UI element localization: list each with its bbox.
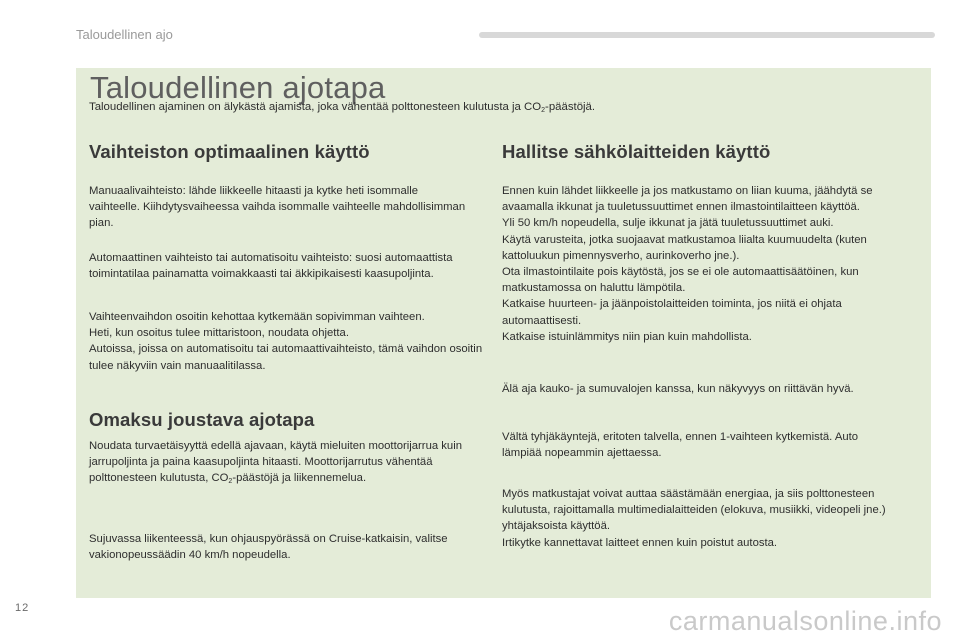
watermark: carmanualsonline.info bbox=[668, 606, 942, 636]
electrical-line-4: Ota ilmastointilaite pois käytöstä, jos se ei ole automaattisäätöinen, kun matkustamossa on haluttu lämpötila. bbox=[502, 266, 859, 295]
safety-distance-text-end: -päästöjä ja liikennemelua. bbox=[232, 472, 367, 485]
gear-indicator-line2: Heti, kun osoitus tulee mittaristoon, noudata ohjetta. bbox=[89, 327, 349, 340]
intro-subscript: 2 bbox=[541, 107, 546, 114]
para-safety-distance bbox=[89, 438, 479, 491]
running-header: Taloudellinen ajo bbox=[76, 27, 173, 42]
heading-gearbox: Vaihteiston optimaalinen käyttö bbox=[89, 141, 370, 162]
intro-text-end: -päästöjä. bbox=[545, 101, 596, 113]
para-headlights: Älä aja kauko- ja sumuvalojen kanssa, kun näkyvyys on riittävän hyvä. bbox=[502, 383, 854, 395]
passengers-line-2: Irtikytke kannettavat laitteet ennen kuin poistut autosta. bbox=[502, 536, 778, 549]
page-number: 12 bbox=[15, 602, 30, 614]
passengers-line-1: Myös matkustajat voivat auttaa säästämään energiaa, ja siis polttonesteen kulutusta, rajoittamalla multimedialaitteiden (elokuva, musiikki, videopeli jne.) yhtäjaksoista käyttöä. bbox=[502, 488, 886, 533]
electrical-line-6: Katkaise istuinlämmitys niin pian kuin mahdollista. bbox=[502, 330, 752, 343]
heading-flexible-driving: Omaksu joustava ajotapa bbox=[89, 409, 315, 430]
safety-distance-text: Noudata turvaetäisyyttä edellä ajavaan, käytä mieluiten moottorijarrua kuin jarrupoljinta ja paina kaasupoljinta hitaasti. Moottorijarrutus vähentää polttonesteen kulutusta, CO bbox=[89, 440, 463, 485]
heading-electrical: Hallitse sähkölaitteiden käyttö bbox=[502, 141, 771, 162]
para-gear-indicator bbox=[89, 309, 489, 374]
para-idling: Vältä tyhjäkäyntejä, eritoten talvella, ennen 1-vaihteen kytkemistä. Auto lämpiää nopeammin ajettaessa. bbox=[502, 431, 859, 460]
gear-indicator-line1: Vaihteenvaihdon osoitin kehottaa kytkemään sopivimman vaihteen. bbox=[89, 311, 425, 323]
electrical-line-2: Yli 50 km/h nopeudella, sulje ikkunat ja jätä tuuletussuuttimet auki. bbox=[502, 217, 834, 230]
intro-text-main: Taloudellinen ajaminen on älykästä ajamista, joka vähentää polttonesteen kulutusta ja CO bbox=[89, 101, 542, 113]
intro-text bbox=[89, 101, 595, 114]
para-manual-gearbox: Manuaalivaihteisto: lähde liikkeelle hitaasti ja kytke heti isommalle vaihteelle. Kiihdytysvaiheessa vaihda isommalle vaihteelle mahdollisimman pian. bbox=[89, 185, 466, 230]
co2-subscript: 2 bbox=[228, 478, 233, 486]
electrical-line-5: Katkaise huurteen- ja jäänpoistolaitteiden toiminta, jos niitä ei ohjata automaattisesti. bbox=[502, 298, 842, 327]
para-automatic-gearbox: Automaattinen vaihteisto tai automatisoitu vaihteisto: suosi automaattista toimintatilaa painamatta voimakkaasti tai äkkipikaisesti kaasupoljinta. bbox=[89, 252, 453, 281]
gear-indicator-line3: Autoissa, joissa on automatisoitu tai automaattivaihteisto, tämä vaihdon osoitin tulee näkyviin vain manuaalitilassa. bbox=[89, 343, 483, 372]
para-electrical-list bbox=[502, 183, 897, 345]
electrical-line-1: Ennen kuin lähdet liikkeelle ja jos matkustamo on liian kuuma, jäähdytä se avaamalla ikkunat ja tuuletussuuttimet ennen ilmastointilaitteen käyttöä. bbox=[502, 185, 873, 214]
para-cruise-control: Sujuvassa liikenteessä, kun ohjauspyörässä on Cruise-katkaisin, valitse vakionopeussäädin 40 km/h nopeudella. bbox=[89, 533, 448, 562]
para-passengers bbox=[502, 486, 892, 551]
page-title: Taloudellinen ajotapa bbox=[90, 70, 386, 105]
electrical-line-3: Käytä varusteita, jotka suojaavat matkustamoa liialta kuumuudelta (kuten kattoluukun pimennysverho, aurinkoverho jne.). bbox=[502, 233, 867, 262]
header-bar bbox=[479, 32, 935, 38]
